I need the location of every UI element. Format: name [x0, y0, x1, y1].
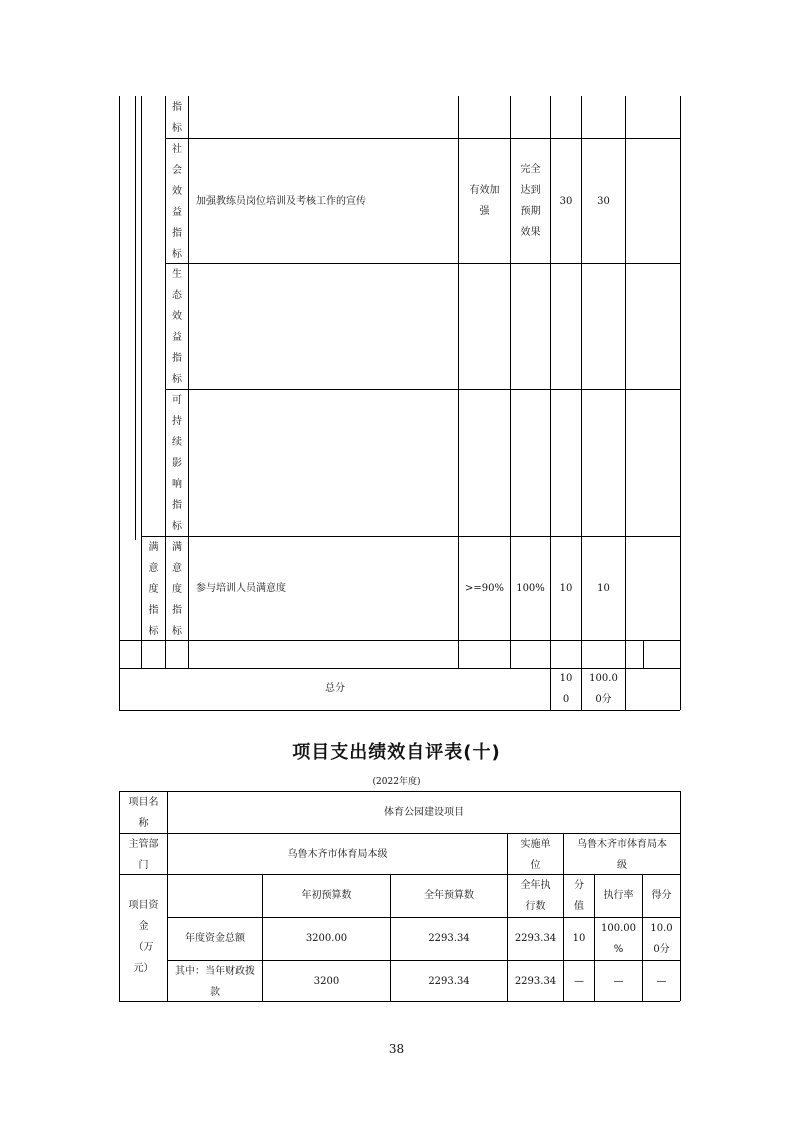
header-score: 得分 [651, 890, 672, 901]
page-subtitle: (2022年度) [372, 777, 421, 787]
row-divider [165, 389, 680, 390]
row-divider [119, 710, 680, 711]
target-value: 有效加 强 [469, 185, 500, 217]
page-number: 38 [388, 1042, 405, 1056]
page-title: 项目支出绩效自评表(十) [292, 742, 501, 763]
table-border-right [680, 96, 681, 710]
total-weight: 10 0 [559, 673, 573, 705]
total-score: 100.0 0分 [589, 673, 618, 705]
weight-value: 10 [559, 583, 573, 594]
col-divider [188, 96, 189, 668]
header-executed: 全年执 行数 [520, 880, 551, 912]
indicator-cell: 生 态 效 益 指 标 [172, 269, 182, 385]
score-value: — [656, 976, 667, 987]
weight-value: 10 [572, 933, 586, 944]
initial-value: 3200.00 [305, 933, 348, 944]
project-name-label: 项目名 称 [128, 797, 159, 829]
row-label: 年度资金总额 [185, 933, 245, 944]
table-border-top [119, 791, 680, 792]
row-divider [119, 640, 680, 641]
row-divider [165, 138, 680, 139]
indicator-cell: 指 标 [172, 102, 182, 134]
funds-label: 项目资 金 （万 元） [128, 900, 159, 974]
score-value: 10 [597, 583, 610, 594]
indicator-content: 加强教练员岗位培训及考核工作的宣传 [196, 196, 366, 207]
actual-value: 100% [516, 583, 545, 594]
indicator-cell: 可 持 续 影 响 指 标 [172, 395, 182, 532]
col-divider [550, 96, 551, 710]
col-divider [135, 96, 136, 540]
row-divider [165, 263, 680, 264]
full-value: 2293.34 [428, 976, 470, 987]
indicator-cell: 社 会 效 益 指 标 [172, 144, 182, 260]
header-full-budget: 全年预算数 [424, 890, 474, 901]
project-name: 体育公园建设项目 [384, 807, 464, 818]
col-divider [643, 640, 644, 668]
header-rate: 执行率 [603, 890, 634, 901]
table-border-left [119, 96, 120, 710]
indicator-content: 参与培训人员满意度 [196, 583, 286, 594]
target-value: >=90% [465, 583, 504, 594]
score-value: 30 [597, 196, 610, 207]
header-weight: 分 值 [574, 880, 584, 912]
impl-value: 乌鲁木齐市体育局本 级 [577, 839, 667, 871]
category-cell: 满 意 度 指 标 [148, 542, 159, 637]
weight-value: — [574, 976, 584, 987]
total-label: 总分 [325, 683, 345, 694]
row-divider [141, 536, 680, 537]
exec-value: 2293.34 [514, 933, 557, 944]
full-value: 2293.34 [428, 933, 470, 944]
dept-value: 乌鲁木齐市体育局本级 [287, 849, 388, 860]
header-initial-budget: 年初预算数 [301, 890, 352, 901]
dept-label: 主管部 门 [128, 839, 159, 871]
exec-value: 2293.34 [514, 976, 557, 987]
col-divider [625, 96, 626, 710]
impl-label: 实施单 位 [520, 839, 551, 871]
initial-value: 3200 [313, 976, 340, 987]
indicator-cell: 满 意 度 指 标 [172, 542, 182, 637]
rate-value: 100.00 % [601, 923, 636, 955]
rate-value: — [613, 976, 624, 987]
score-value: 10.0 0分 [650, 923, 673, 955]
table-border-right [680, 791, 681, 1001]
actual-value: 完全 达到 预期 效果 [520, 164, 541, 238]
weight-value: 30 [559, 196, 573, 207]
row-label: 其中：当年财政拨 款 [175, 966, 255, 998]
